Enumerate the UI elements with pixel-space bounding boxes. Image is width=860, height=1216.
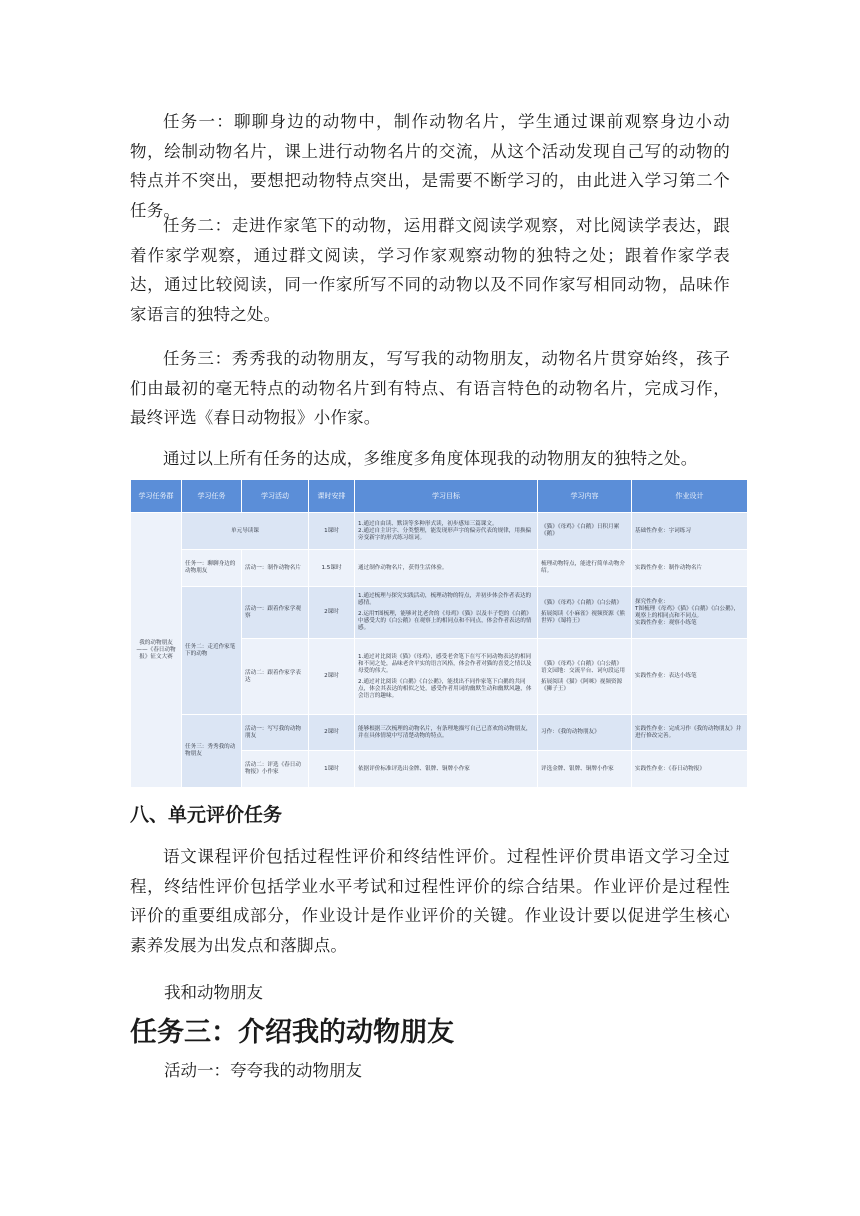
homework-line: 探究性作业： (635, 598, 669, 605)
task-cell: 任务三：秀秀我的动物朋友 (182, 715, 242, 788)
goal-line: 2.通过对比阅读《白鹅》《白公鹅》，能找出不同作家笔下白鹅的共同点，体会其表达的相似之处，感受作者用词的幽默生动和幽默风趣，体会语言的趣味。 (358, 678, 532, 699)
goal-cell (355, 587, 538, 639)
homework-cell: 实践性作业：制作动物名片 (632, 550, 748, 587)
goal-line: 1.通过梳理与探究实践活动，梳理动物的特点，并初步体会作者表达的感情。 (358, 593, 532, 606)
table-header-row (131, 480, 748, 513)
paragraph-summary: 通过以上所有任务的达成，多维度多角度体现我的动物朋友的独特之处。 (163, 449, 698, 468)
content-line: 语文园地：交流平台、词句段运用 (541, 667, 625, 674)
homework-cell (632, 587, 748, 639)
paragraph-task-two: 任务二：走进作家笔下的动物，运用群文阅读学观察，对比阅读学表达，跟着作家学观察，通过群文阅读，学习作家观察动物的独特之处；跟着作家学表达，通过比较阅读，同一作家所写不同的动物以及不同作家写相同动物，品味作家语言的独特之处。 (130, 216, 730, 324)
task-cell: 任务一：聊聊身边的动物朋友 (182, 550, 242, 587)
hours-cell: 2课时 (309, 587, 355, 639)
goal-cell: 依据评价标准评选出金牌、银牌、铜牌小作家 (355, 751, 538, 788)
activity-cell: 活动二：评选《春日动物报》小作家 (242, 751, 309, 788)
activity-cell: 活动一：制作动物名片 (242, 550, 309, 587)
content-line: 拓展阅读《猫》《阿咪》视频资源《狮子王》 (541, 678, 623, 692)
hours-cell: 2课时 (309, 715, 355, 751)
hours-cell: 1课时 (309, 751, 355, 788)
section-heading: 八、单元评价任务 (130, 804, 283, 826)
goal-line: 1.通过自由读、默读等多种形式读，初步感知三篇课文。 (358, 520, 498, 527)
unit-name: 我和动物朋友 (164, 983, 263, 1002)
header-homework: 作业设计 (632, 480, 748, 513)
paragraph-evaluation: 语文课程评价包括过程性评价和终结性评价。过程性评价贯串语文学习全过程，终结性评价包括学业水平考试和过程性评价的综合结果。作业评价是过程性评价的重要组成部分，作业设计是作业评价的关键。作业设计要以促进学生核心素养发展为出发点和落脚点。 (130, 847, 730, 955)
task-three-heading: 任务三：介绍我的动物朋友 (130, 1017, 454, 1048)
task-cell: 单元导读课 (182, 513, 309, 550)
table-row (131, 587, 748, 639)
paragraph-task-three: 任务三：秀秀我的动物朋友，写写我的动物朋友，动物名片贯穿始终，孩子们由最初的毫无特点的动物名片到有特点、有语言特色的动物名片，完成习作，最终评选《春日动物报》小作家。 (130, 349, 730, 427)
content-line: 拓展阅读《小麻雀》视频资源《熊世界》《蜀将王》 (541, 611, 625, 624)
header-activity: 学习活动 (242, 480, 309, 513)
homework-cell: 实践性作业：完成习作《我的动物朋友》并进行修改完善。 (632, 715, 748, 751)
content-cell: 《猫》《母鸡》《白鹅》日积月累《鹅》 (538, 513, 632, 550)
table-row (131, 715, 748, 751)
hours-cell: 1课时 (309, 513, 355, 550)
header-hours: 课时安排 (309, 480, 355, 513)
learning-task-table (130, 479, 747, 787)
activity-one-heading: 活动一：夸夸我的动物朋友 (164, 1061, 362, 1080)
homework-cell: 基础性作业：字词练习 (632, 513, 748, 550)
paragraph-task-one: 任务一：聊聊身边的动物中，制作动物名片，学生通过课前观察身边小动物，绘制动物名片，课上进行动物名片的交流，从这个活动发现自己写的动物的特点并不突出，要想把动物特点突出，是需要不断学习的，由此进入学习第二个任务。 (130, 112, 730, 220)
content-cell: 习作：《我的动物朋友》 (538, 715, 632, 751)
table-row (131, 550, 748, 587)
content-cell: 梳理动物特点，能进行简单动物介绍。 (538, 550, 632, 587)
goal-cell (355, 513, 538, 550)
homework-cell: 实践性作业：表达小练笔 (632, 639, 748, 715)
content-cell (538, 587, 632, 639)
header-content: 学习内容 (538, 480, 632, 513)
content-line: 《猫》《母鸡》《白鹅》《白公鹅》 (541, 660, 623, 667)
goal-cell (355, 639, 538, 715)
homework-line: T图梳理《母鸡》《猫》《白鹅》《白公鹅》，观察上的相同点和不同点。 (635, 605, 740, 619)
content-cell (538, 639, 632, 715)
goal-cell: 通过制作动物名片，获得生活体验。 (355, 550, 538, 587)
homework-line: 实践性作业：观察小练笔 (635, 619, 697, 626)
task-cell: 任务二：走近作家笔下的动物 (182, 587, 242, 715)
content-line: 《猫》《母鸡》《白鹅》《白公鹅》 (541, 600, 623, 606)
hours-cell: 1.5课时 (309, 550, 355, 587)
hours-cell: 2课时 (309, 639, 355, 715)
header-task-group: 学习任务群 (131, 480, 182, 513)
header-task: 学习任务 (182, 480, 242, 513)
homework-cell: 实践性作业：《春日动物报》 (632, 751, 748, 788)
goal-line: 2.通过自主识字、分类整理，能发现形声字的偏旁代表的规律，用换偏旁变新字的形式练习组词。 (358, 527, 532, 541)
goal-line: 1.通过对比阅读《猫》《母鸡》，感受老舍笔下在写不同动物表达的相同和不同之处，品味老舍平实的语言风格，体会作者对猫的喜爱之情以及母爱的伟大。 (358, 653, 532, 674)
activity-cell: 活动一：写写我的动物朋友 (242, 715, 309, 751)
activity-cell: 活动二：跟着作家学表达 (242, 639, 309, 715)
content-cell: 评选金牌、银牌、铜牌小作家 (538, 751, 632, 788)
goal-cell: 能够根据三次梳理的动物名片，有条理地描写自己已喜欢的动物朋友，并在具体情境中写清楚动物的特点。 (355, 715, 538, 751)
activity-cell: 活动一：跟着作家学观察 (242, 587, 309, 639)
task-group-cell: 我的动物朋友——《春日动物报》征文大赛 (131, 513, 182, 788)
goal-line: 2.运用T图梳理，能够对比老舍的《母鸡》《猫》以及丰子恺的《白鹅》中感受大的《白公鹅》在观察上的相同点和不同点，体会作者表达的情感。 (358, 611, 532, 631)
header-goal: 学习目标 (355, 480, 538, 513)
table-row (131, 513, 748, 550)
